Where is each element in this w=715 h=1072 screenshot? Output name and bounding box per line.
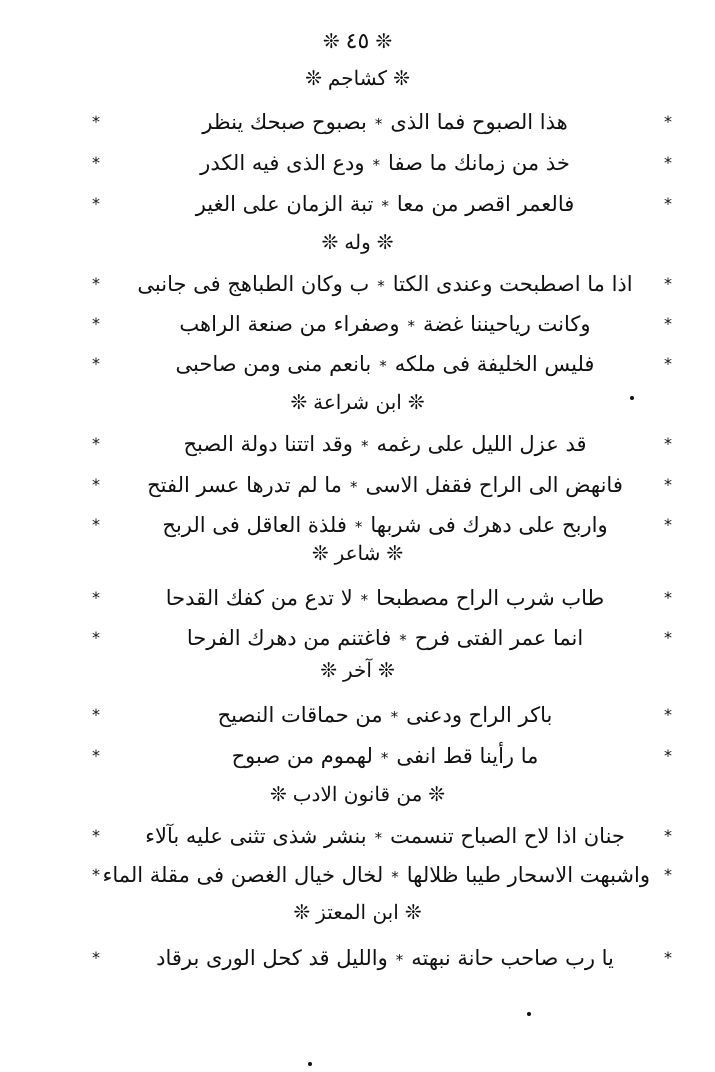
section-heading-text: من قانون الادب — [292, 782, 423, 806]
hemistich-separator-star: * — [360, 591, 369, 609]
section-heading-text: شاعر — [334, 541, 381, 565]
section-heading-text: ابن شراعة — [313, 390, 402, 414]
verse-star-icon: * — [92, 434, 100, 453]
ink-speck — [308, 1062, 312, 1066]
hemistich-separator-star: * — [407, 317, 415, 335]
hemistich-separator-star: * — [379, 357, 387, 375]
verse-star-icon: * — [92, 112, 100, 131]
hemistich-second: وقد اتتنا دولة الصبح — [183, 432, 353, 456]
hemistich-first: فليس الخليفة فى ملكه — [394, 352, 595, 376]
hemistich-second: بانعم منى ومن صاحبى — [175, 352, 372, 376]
verse-text — [120, 580, 650, 616]
verse-star-icon: * — [92, 865, 100, 884]
verse-line — [0, 620, 715, 656]
verse-star-icon: * — [664, 746, 672, 765]
hemistich-second: ودع الذى فيه الكدر — [200, 151, 365, 175]
verse-star-icon: * — [664, 826, 672, 845]
verse-star-icon: * — [664, 434, 672, 453]
verse-line — [0, 940, 715, 976]
ornament-icon: ❊ — [311, 541, 329, 565]
verse-text — [120, 426, 650, 462]
verse-star-icon: * — [92, 194, 100, 213]
section-heading — [0, 387, 715, 417]
ornament-icon: ❊ — [375, 29, 393, 53]
verse-text — [120, 467, 650, 503]
ornament-icon: ❊ — [407, 390, 425, 414]
verse-star-icon: * — [92, 274, 100, 293]
hemistich-separator-star: * — [349, 478, 358, 496]
section-heading — [0, 63, 715, 93]
hemistich-second: بنشر شذى تثنى عليه بآلاء — [145, 824, 367, 848]
verse-star-icon: * — [92, 826, 100, 845]
verse-star-icon: * — [664, 274, 672, 293]
verse-star-icon: * — [664, 588, 672, 607]
hemistich-second: فلذة العاقل فى الربح — [162, 513, 347, 537]
section-heading-text: ابن المعتز — [316, 900, 399, 924]
verse-star-icon: * — [664, 153, 672, 172]
verse-text — [120, 620, 650, 656]
section-heading-text: وله — [344, 230, 371, 254]
hemistich-first: وكانت رياحيننا غضة — [422, 312, 591, 336]
ornament-icon: ❊ — [305, 66, 322, 90]
verse-star-icon: * — [664, 515, 672, 534]
hemistich-first: اذا ما اصطبحت وعندى الكتا — [392, 272, 633, 296]
verse-text — [120, 186, 650, 222]
verse-star-icon: * — [664, 628, 672, 647]
verse-line — [0, 306, 715, 342]
section-heading — [0, 897, 715, 927]
ornament-icon: ❊ — [321, 230, 339, 254]
verse-star-icon: * — [92, 475, 100, 494]
hemistich-first: ما رأينا قط انفى — [396, 744, 539, 768]
verse-star-icon: * — [92, 354, 100, 373]
verse-star-icon: * — [92, 515, 100, 534]
hemistich-first: فانهض الى الراح فقفل الاسى — [365, 473, 623, 497]
verse-star-icon: * — [92, 746, 100, 765]
verse-star-icon: * — [92, 948, 100, 967]
hemistich-separator-star: * — [354, 518, 363, 536]
hemistich-separator-star: * — [390, 708, 399, 726]
hemistich-first: انما عمر الفتى فرح — [414, 626, 584, 650]
hemistich-second: تبة الزمان على الغير — [195, 192, 374, 216]
verse-star-icon: * — [664, 475, 672, 494]
hemistich-first: واربح على دهرك فى شربها — [370, 513, 608, 537]
verse-line — [0, 266, 715, 302]
section-heading — [0, 779, 715, 809]
hemistich-second: ما لم تدرها عسر الفتح — [147, 473, 342, 497]
ink-speck — [527, 1012, 531, 1016]
hemistich-separator-star: * — [374, 829, 383, 847]
ink-speck — [630, 396, 634, 400]
verse-line — [0, 467, 715, 503]
verse-star-icon: * — [92, 153, 100, 172]
hemistich-separator-star: * — [380, 749, 389, 767]
section-heading-text: كشاجم — [327, 66, 388, 90]
verse-text — [120, 346, 650, 382]
hemistich-separator-star: * — [372, 156, 381, 174]
hemistich-first: فالعمر اقصر من معا — [396, 192, 575, 216]
verse-text — [120, 940, 650, 976]
hemistich-separator-star: * — [399, 631, 407, 649]
verse-star-icon: * — [664, 112, 672, 131]
ornament-icon: ❊ — [376, 230, 394, 254]
hemistich-second: لخال خيال الغصن فى مقلة الماء — [102, 863, 384, 887]
hemistich-second: بصبوح صبحك ينظر — [202, 110, 367, 134]
hemistich-separator-star: * — [374, 115, 383, 133]
verse-text — [120, 738, 650, 774]
hemistich-second: فاغتنم من دهرك الفرحا — [186, 626, 392, 650]
section-heading — [0, 655, 715, 685]
verse-star-icon: * — [92, 314, 100, 333]
verse-star-icon: * — [92, 628, 100, 647]
ornament-icon: ❊ — [322, 29, 340, 53]
verse-text — [120, 306, 650, 342]
page-number: ٤٥ — [345, 29, 370, 54]
hemistich-separator-star: * — [381, 197, 389, 215]
page-number-heading — [0, 26, 715, 56]
ornament-icon: ❊ — [290, 390, 308, 414]
ornament-icon: ❊ — [428, 782, 446, 806]
verse-star-icon: * — [664, 948, 672, 967]
hemistich-second: وصفراء من صنعة الراهب — [179, 312, 400, 336]
hemistich-second: من حماقات النصيح — [217, 703, 383, 727]
verse-text — [120, 697, 650, 733]
section-heading-text: آخر — [343, 658, 372, 682]
verse-line — [0, 426, 715, 462]
hemistich-first: خذ من زمانك ما صفا — [388, 151, 570, 175]
ornament-icon: ❊ — [377, 658, 395, 682]
hemistich-first: هذا الصبوح فما الذى — [390, 110, 568, 134]
verse-text — [120, 266, 650, 302]
ornament-icon: ❊ — [269, 782, 287, 806]
verse-line — [0, 186, 715, 222]
verse-text — [120, 104, 650, 140]
verse-text — [102, 857, 650, 893]
verse-star-icon: * — [664, 194, 672, 213]
verse-line — [0, 104, 715, 140]
verse-line — [0, 738, 715, 774]
verse-line — [0, 145, 715, 181]
hemistich-second: لهموم من صبوح — [231, 744, 373, 768]
verse-star-icon: * — [664, 314, 672, 333]
verse-star-icon: * — [664, 865, 672, 884]
hemistich-first: يا رب صاحب حانة نبهته — [411, 946, 614, 970]
verse-star-icon: * — [92, 588, 100, 607]
hemistich-first: طاب شرب الراح مصطبحا — [376, 586, 605, 610]
hemistich-first: جنان اذا لاح الصباح تنسمت — [390, 824, 625, 848]
verse-line — [0, 697, 715, 733]
section-heading — [0, 227, 715, 257]
hemistich-separator-star: * — [395, 951, 404, 969]
hemistich-separator-star: * — [391, 868, 399, 886]
ornament-icon: ❊ — [320, 658, 338, 682]
verse-text — [120, 818, 650, 854]
hemistich-first: باكر الراح ودعنى — [406, 703, 553, 727]
hemistich-first: واشبهت الاسحار طيبا ظلالها — [406, 863, 650, 887]
verse-star-icon: * — [664, 354, 672, 373]
verse-text — [120, 145, 650, 181]
ornament-icon: ❊ — [393, 66, 410, 90]
verse-line — [0, 580, 715, 616]
hemistich-second: لا تدع من كفك القدحا — [165, 586, 353, 610]
hemistich-second: ب وكان الطباهج فى جانبى — [137, 272, 370, 296]
ornament-icon: ❊ — [293, 900, 311, 924]
verse-star-icon: * — [664, 705, 672, 724]
verse-line — [0, 346, 715, 382]
hemistich-separator-star: * — [377, 277, 385, 295]
ornament-icon: ❊ — [386, 541, 404, 565]
verse-line — [0, 857, 715, 893]
ornament-icon: ❊ — [404, 900, 422, 924]
hemistich-separator-star: * — [360, 437, 369, 455]
verse-star-icon: * — [92, 705, 100, 724]
verse-line — [0, 818, 715, 854]
hemistich-second: والليل قد كحل الورى برقاد — [156, 946, 388, 970]
hemistich-first: قد عزل الليل على رغمه — [376, 432, 587, 456]
section-heading — [0, 538, 715, 568]
